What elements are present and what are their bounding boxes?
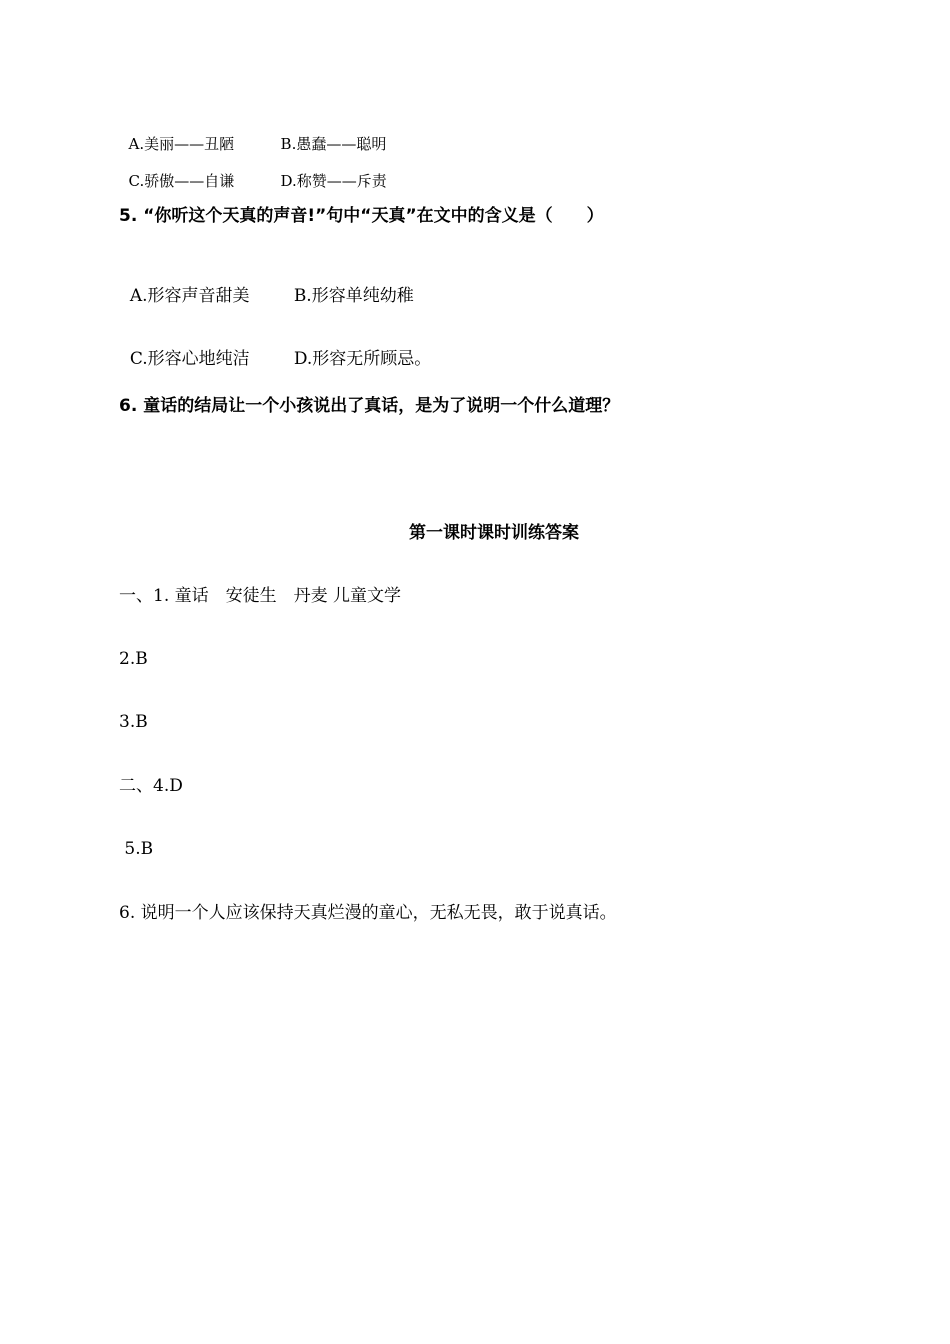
q5-option-d: D.形容无所顾忌。: [293, 349, 432, 369]
q4-option-a: A.美丽——丑陋: [128, 135, 235, 153]
q4-option-d: D.称赞——斥责: [280, 172, 387, 190]
q5-options-row-2: [119, 334, 431, 368]
q5-option-b: B.形容单纯幼稚: [293, 286, 414, 306]
answer-1: 一、1. 童话 安徒生 丹麦 儿童文学: [119, 586, 402, 606]
q4-options-row-1: [119, 122, 386, 152]
answer-4: 二、4.D: [119, 776, 183, 796]
answer-2: 2.B: [119, 649, 148, 669]
q5-options-row-1: [119, 271, 414, 305]
answer-3: 3.B: [119, 712, 148, 732]
q4-options-row-2: [119, 159, 387, 189]
q4-option-c: C.骄傲——自谦: [128, 172, 235, 190]
q5-option-a: A.形容声音甜美: [129, 286, 250, 306]
q5-option-c: C.形容心地纯洁: [129, 349, 250, 369]
q6-question: 6. 童话的结局让一个小孩说出了真话，是为了说明一个什么道理？: [119, 396, 620, 416]
q5-question: 5. “你听这个天真的声音!”句中“天真”在文中的含义是（ ）: [119, 206, 604, 226]
answers-title: 第一课时课时训练答案: [409, 523, 579, 543]
answer-6: 6. 说明一个人应该保持天真烂漫的童心，无私无畏，敢于说真话。: [119, 903, 617, 923]
answer-5: 5.B: [119, 839, 154, 859]
q4-option-b: B.愚蠢——聪明: [280, 135, 387, 153]
